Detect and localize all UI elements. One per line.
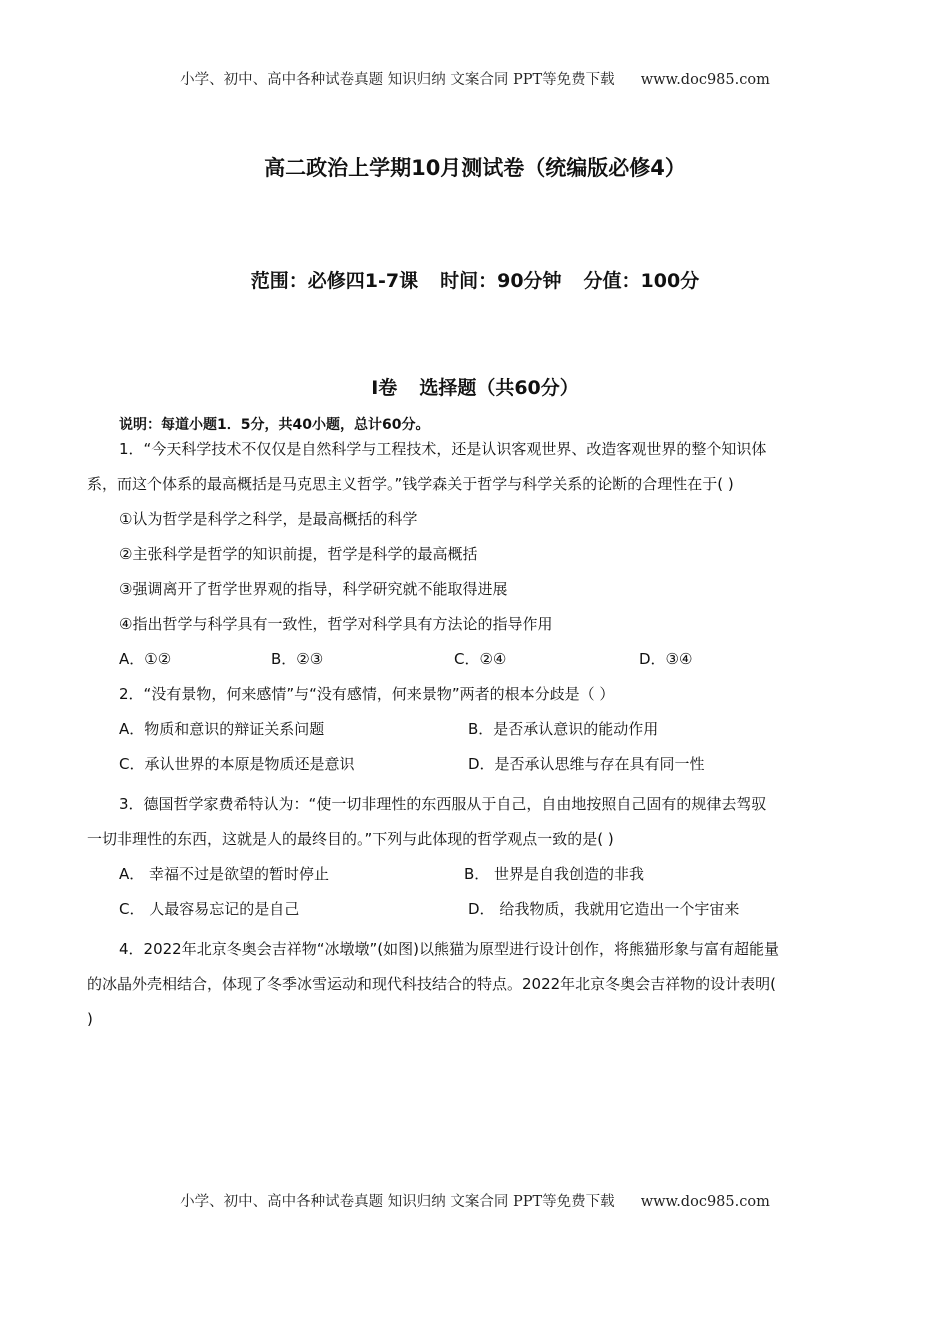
- option-c[interactable]: C． 人最容易忘记的是自己: [119, 900, 300, 918]
- statement-item: ④指出哲学与科学具有一致性，哲学对科学具有方法论的指导作用: [119, 615, 553, 633]
- option-row: [87, 892, 865, 927]
- option-a[interactable]: A．①②: [119, 650, 172, 668]
- option-b[interactable]: B．②③: [271, 650, 324, 668]
- section-heading: [0, 373, 950, 400]
- question-text-line: ): [87, 1010, 93, 1028]
- option-b[interactable]: B． 世界是自我创造的非我: [464, 865, 645, 883]
- option-a[interactable]: A．物质和意识的辩证关系问题: [119, 720, 325, 738]
- exam-title: 高二政治上学期10月测试卷（统编版必修4）: [264, 156, 686, 180]
- option-a[interactable]: A． 幸福不过是欲望的暂时停止: [119, 865, 330, 883]
- option-b[interactable]: B．是否承认意识的能动作用: [468, 720, 659, 738]
- question-text-line: 系，而这个体系的最高概括是马克思主义哲学。”钱学森关于哲学与科学关系的论断的合理性在于( ): [87, 475, 734, 493]
- option-d[interactable]: D．是否承认思维与存在具有同一性: [468, 755, 705, 773]
- section-title: 选择题（共60分）: [419, 377, 579, 399]
- option-row: [87, 712, 865, 747]
- option-row: [87, 747, 865, 782]
- question-text-line: 4．2022年北京冬奥会吉祥物“冰墩墩”(如图)以熊猫为原型进行设计创作，将熊猫形象与富有超能量: [119, 940, 779, 958]
- exam-scope: [0, 266, 950, 293]
- question-text-line: 3．德国哲学家费希特认为：“使一切非理性的东西服从于自己，自由地按照自己固有的规律去驾驭: [119, 795, 767, 813]
- page-footer: [0, 1190, 950, 1211]
- scope-range: 范围：必修四1-7课: [250, 270, 419, 292]
- option-d[interactable]: D．③④: [639, 650, 693, 668]
- question-text-line: 2．“没有景物，何来感情”与“没有感情，何来景物”两者的根本分歧是（ ）: [119, 685, 615, 703]
- page-header: [0, 68, 950, 89]
- question-text-line: 1．“今天科学技术不仅仅是自然科学与工程技术，还是认识客观世界、改造客观世界的整个知识体: [119, 440, 767, 458]
- option-d[interactable]: D． 给我物质，我就用它造出一个宇宙来: [468, 900, 740, 918]
- question-2: [87, 677, 865, 782]
- statement-item: ②主张科学是哲学的知识前提，哲学是科学的最高概括: [119, 545, 478, 563]
- question-3: [87, 787, 865, 927]
- header-url[interactable]: www.doc985.com: [640, 72, 770, 88]
- option-c[interactable]: C．②④: [454, 650, 507, 668]
- question-1: [87, 432, 865, 677]
- section-name: Ⅰ卷: [371, 377, 398, 399]
- question-text-line: 一切非理性的东西，这就是人的最终目的。”下列与此体现的哲学观点一致的是( ): [87, 830, 614, 848]
- question-text-line: 的冰晶外壳相结合，体现了冬季冰雪运动和现代科技结合的特点。2022年北京冬奥会吉祥物的设计表明(: [87, 975, 777, 993]
- scope-time: 时间：90分钟: [440, 270, 562, 292]
- option-c[interactable]: C．承认世界的本原是物质还是意识: [119, 755, 355, 773]
- scope-score: 分值：100分: [583, 270, 700, 292]
- option-row: [87, 642, 865, 677]
- footer-url[interactable]: www.doc985.com: [640, 1194, 770, 1210]
- question-4: [87, 932, 865, 1037]
- statement-item: ③强调离开了哲学世界观的指导，科学研究就不能取得进展: [119, 580, 508, 598]
- instruction-note: 说明：每道小题1．5分，共40小题，总计60分。: [119, 417, 430, 433]
- statement-item: ①认为哲学是科学之科学，是最高概括的科学: [119, 510, 418, 528]
- option-row: [87, 857, 865, 892]
- footer-text: 小学、初中、高中各种试卷真题 知识归纳 文案合同 PPT等免费下载: [180, 1194, 615, 1210]
- header-text: 小学、初中、高中各种试卷真题 知识归纳 文案合同 PPT等免费下载: [180, 72, 615, 88]
